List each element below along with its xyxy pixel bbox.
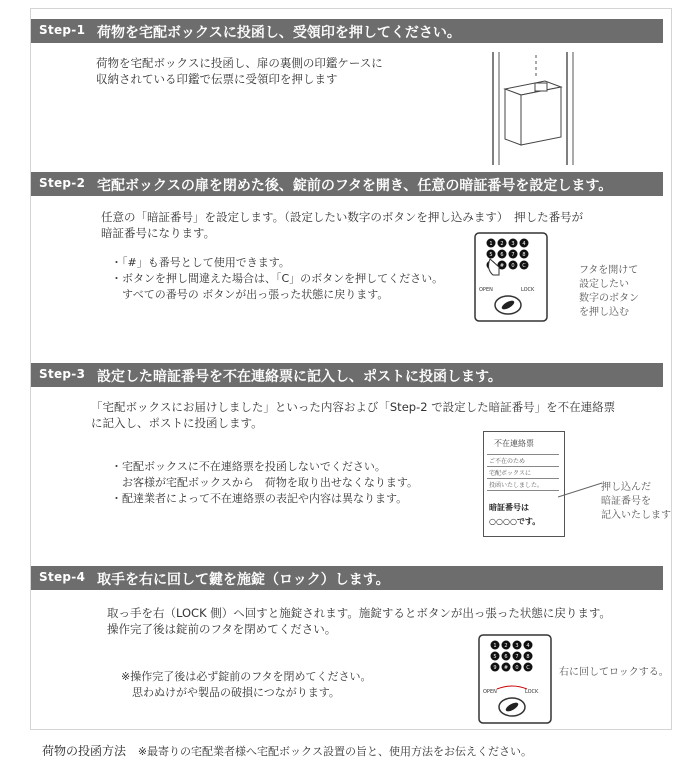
keypad-button-label: C (526, 665, 530, 671)
step-3-title: 設定した暗証番号を不在連絡票に記入し、ポストに投函します。 (97, 369, 502, 385)
step-4-label: Step-4 (39, 570, 86, 584)
keypad-button-label: 4 (526, 643, 530, 649)
open-label: OPEN (483, 689, 497, 695)
delivery-box-illustration (481, 47, 661, 167)
step-2-label: Step-2 (39, 176, 86, 190)
card-line-1: ご不在のため (489, 458, 526, 465)
step-3-body-line-1: 「宅配ボックスにお届けしました」といった内容および「Step-2 で設定した暗証番号」を不在連絡票 (91, 400, 616, 414)
keypad-button-label: 1 (489, 241, 493, 247)
lock-turn-illustration (477, 633, 553, 725)
caption-main: 荷物の投函方法 (42, 744, 127, 758)
lock-label: LOCK (521, 287, 535, 293)
step-3-header (31, 363, 663, 387)
card-title: 不在連絡票 (494, 439, 534, 448)
figure-caption (42, 742, 532, 759)
step-2-bullet-1: ・「#」も番号として使用できます。 (111, 256, 290, 269)
step-3-label: Step-3 (39, 367, 86, 381)
card-code-value: ○○○○です。 (489, 517, 541, 526)
step-3-body-line-2: に記入し、ポストに投函します。 (91, 416, 263, 430)
step-4-note-2: 思わぬけがや製品の破損につながります。 (121, 686, 340, 699)
keypad-button-label: # (503, 665, 509, 671)
absence-notice-card (483, 431, 565, 537)
step-2-body-line-1: 任意の「暗証番号」を設定します。（設定したい数字のボタンを押し込みます） 押した番号が (101, 210, 584, 224)
open-label: OPEN (479, 287, 493, 293)
step-2-callout-3: 数字のボタン (579, 293, 639, 304)
step-2-bullet-2: ・ボタンを押し間違えた場合は、「C」のボタンを押してください。 (111, 272, 444, 285)
keypad-button-label: 8 (526, 654, 530, 660)
step-4-body-line-1: 取っ手を右（LOCK 側）へ回すと施錠されます。施錠するとボタンが出っ張った状態に戻ります。 (107, 606, 611, 620)
keypad-button-label: 5 (493, 654, 497, 660)
step-1-body-line-2: 収納されている印鑑で伝票に受領印を押します (96, 72, 338, 86)
keypad-button-label: 0 (515, 665, 519, 671)
card-line-3: 投函いたしました。 (489, 482, 544, 489)
card-code-label: 暗証番号は (489, 503, 529, 512)
keypad-button-label: 6 (500, 252, 504, 258)
keypad-button-label: 0 (511, 263, 515, 269)
step-1-body-line-1: 荷物を宅配ボックスに投函し、扉の裏側の印鑑ケースに (96, 56, 383, 70)
step-2-title: 宅配ボックスの扉を閉めた後、錠前のフタを開き、任意の暗証番号を設定します。 (97, 178, 613, 194)
keypad-button-label: 4 (522, 241, 526, 247)
step-4-note-1: ※操作完了後は必ず錠前のフタを閉めてください。 (121, 670, 372, 683)
step-2-callout-1: フタを開けて (579, 265, 639, 276)
lock-label: LOCK (525, 689, 539, 695)
keypad-button-label: 2 (504, 643, 508, 649)
step-2-callout-2: 設定したい (579, 279, 629, 290)
step-2-callout-4: を押し込む (579, 307, 629, 318)
keypad-button-label: 5 (489, 252, 493, 258)
step-3-bullet-3: ・配達業者によって不在連絡票の表記や内容は異なります。 (111, 492, 408, 505)
step-3-callout-2: 暗証番号を (601, 496, 651, 507)
step-2-header (31, 172, 663, 196)
card-line-2: 宅配ボックスに (489, 470, 531, 477)
step-4-body-line-2: 操作完了後は錠前のフタを閉めてください。 (107, 622, 337, 636)
step-1-label: Step-1 (39, 23, 86, 37)
step-3-callout-1: 押し込んだ (601, 482, 651, 493)
step-2-bullet-3: すべての番号の ボタンが出っ張った状態に戻ります。 (111, 288, 389, 301)
caption-note: ※最寄りの宅配業者様へ宅配ボックス設置の旨と、使用方法をお伝えください。 (137, 745, 532, 758)
keypad-button-label: 3 (511, 241, 515, 247)
step-3-callout-3: 記入いたします (601, 510, 671, 521)
keypad-button-label: 7 (515, 654, 519, 660)
step-1-header (31, 19, 663, 43)
step-4-header (31, 566, 663, 590)
keypad-button-label: 6 (504, 654, 508, 660)
step-3-bullet-1: ・宅配ボックスに不在連絡票を投函しないでください。 (111, 460, 386, 473)
step-4-callout: 右に回してロックする。 (559, 667, 669, 678)
callout-arrow-icon (556, 479, 606, 499)
keypad-lock-illustration (473, 231, 549, 323)
step-3-bullet-2: お客様が宅配ボックスから 荷物を取り出せなくなります。 (111, 476, 419, 489)
instruction-panel (30, 8, 672, 730)
keypad-button-label: 2 (500, 241, 504, 247)
step-4-title: 取手を右に回して鍵を施錠（ロック）します。 (97, 572, 390, 588)
keypad-button-label: 1 (493, 643, 497, 649)
keypad-button-label: C (522, 263, 526, 269)
step-2-body-line-2: 暗証番号になります。 (101, 226, 216, 240)
step-1-title: 荷物を宅配ボックスに投函し、受領印を押してください。 (97, 25, 461, 41)
keypad-button-label: 9 (493, 665, 497, 671)
keypad-button-label: # (499, 263, 505, 269)
keypad-button-label: 8 (522, 252, 526, 258)
keypad-button-label: 7 (511, 252, 515, 258)
keypad-button-label: 3 (515, 643, 519, 649)
